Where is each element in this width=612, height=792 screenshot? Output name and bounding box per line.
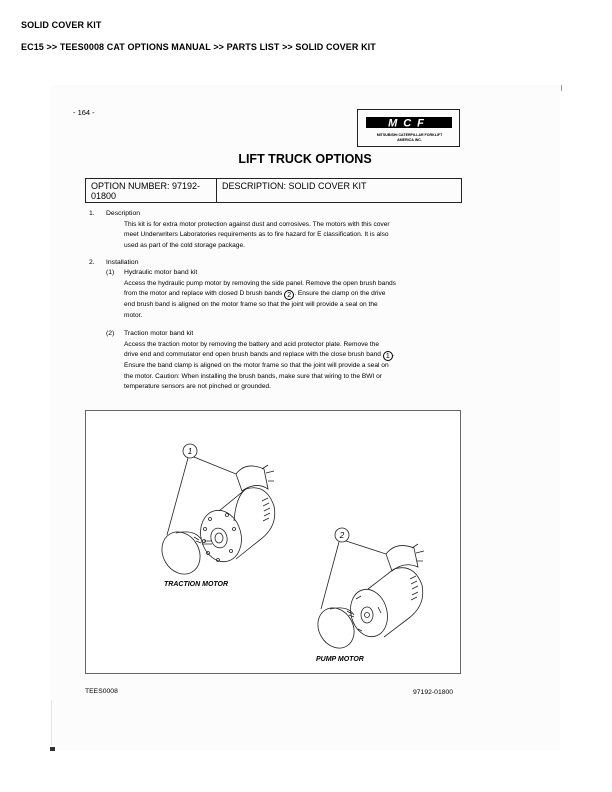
traction-install-text xyxy=(124,340,395,392)
text-fragment: drive end and commutator end open brush bands and replace with the close brush band xyxy=(124,351,381,359)
subsection-heading: Hydraulic motor band kit xyxy=(124,269,198,276)
text-line: meet Underwriters Laboratories requirements as to fire hazard for E classification. It is also xyxy=(124,231,389,239)
subsection-number: (1) xyxy=(106,269,115,276)
logo-line2: AMERICA INC. xyxy=(397,138,422,142)
text-line: Access the traction motor by removing the battery and acid protector plate. Remove the xyxy=(124,341,380,348)
scan-edge-streak xyxy=(51,700,52,745)
option-table xyxy=(85,178,462,203)
mcf-logo-icon xyxy=(358,110,459,132)
section-number: 1. xyxy=(89,210,95,217)
svg-text:MCF: MCF xyxy=(388,117,430,130)
traction-callout-number: 1 xyxy=(187,447,193,456)
callout-ref-1: 1 xyxy=(383,351,393,361)
subsection-number: (2) xyxy=(106,330,115,337)
subsection-heading: Traction motor band kit xyxy=(124,330,194,337)
section-heading: Installation xyxy=(106,259,139,266)
logo-line1: MITSUBISHI CATERPILLAR FORKLIFT xyxy=(376,133,443,137)
scan-corner-mark xyxy=(50,747,55,751)
footer-manual-code: TEES0008 xyxy=(85,688,118,695)
breadcrumb: EC15 >> TEES0008 CAT OPTIONS MANUAL >> PARTS LIST >> SOLID COVER KIT xyxy=(21,42,376,52)
option-number: OPTION NUMBER: 97192-01800 xyxy=(86,179,217,202)
mcf-logo xyxy=(357,109,460,147)
pump-motor-label: PUMP MOTOR xyxy=(316,656,364,663)
traction-motor-drawing xyxy=(154,444,274,581)
traction-motor-label: TRACTION MOTOR xyxy=(164,581,229,588)
footer-option-number: 97192-01800 xyxy=(413,689,454,696)
logo-subtitle xyxy=(360,133,459,143)
motor-illustration xyxy=(86,411,462,675)
page-title: LIFT TRUCK OPTIONS xyxy=(238,152,372,166)
document-title: SOLID COVER KIT xyxy=(21,20,102,30)
text-line: motor. xyxy=(124,311,143,319)
text-fragment: . xyxy=(392,351,395,359)
section-heading: Description xyxy=(106,210,140,217)
text-fragment: . Ensure the clamp on the drive xyxy=(294,290,386,298)
text-line: This kit is for extra motor protection against dust and corrosives. The motors with this cover xyxy=(124,221,390,228)
pump-motor-drawing xyxy=(311,528,424,655)
callout-ref-2: 2 xyxy=(284,290,294,300)
hydraulic-install-text xyxy=(124,279,396,321)
page-number: - 164 - xyxy=(73,108,95,117)
text-line: used as part of the cold storage package. xyxy=(124,241,245,249)
motor-figure xyxy=(85,410,461,674)
text-line: the motor. Caution: When installing the brush bands, make sure that wiring to the BWI or xyxy=(124,372,383,380)
text-line: Ensure the band clamp is aligned on the motor frame so that the joint will provide a seal on xyxy=(124,362,389,370)
description-text xyxy=(124,220,390,251)
text-line xyxy=(124,350,395,361)
option-description: DESCRIPTION: SOLID COVER KIT xyxy=(222,181,367,191)
pump-callout-number: 2 xyxy=(339,531,345,540)
section-number: 2. xyxy=(89,259,95,266)
text-line: temperature sensors are not pinched or grounded. xyxy=(124,382,271,390)
text-line: end brush band is aligned on the motor frame so that the joint will provide a seal on the xyxy=(124,301,378,309)
text-line: Access the hydraulic pump motor by removing the side panel. Remove the open brush bands xyxy=(124,280,396,287)
text-line xyxy=(124,289,396,300)
text-fragment: from the motor and replace with closed D brush bands xyxy=(124,290,283,298)
scan-edge-mark xyxy=(561,85,562,91)
